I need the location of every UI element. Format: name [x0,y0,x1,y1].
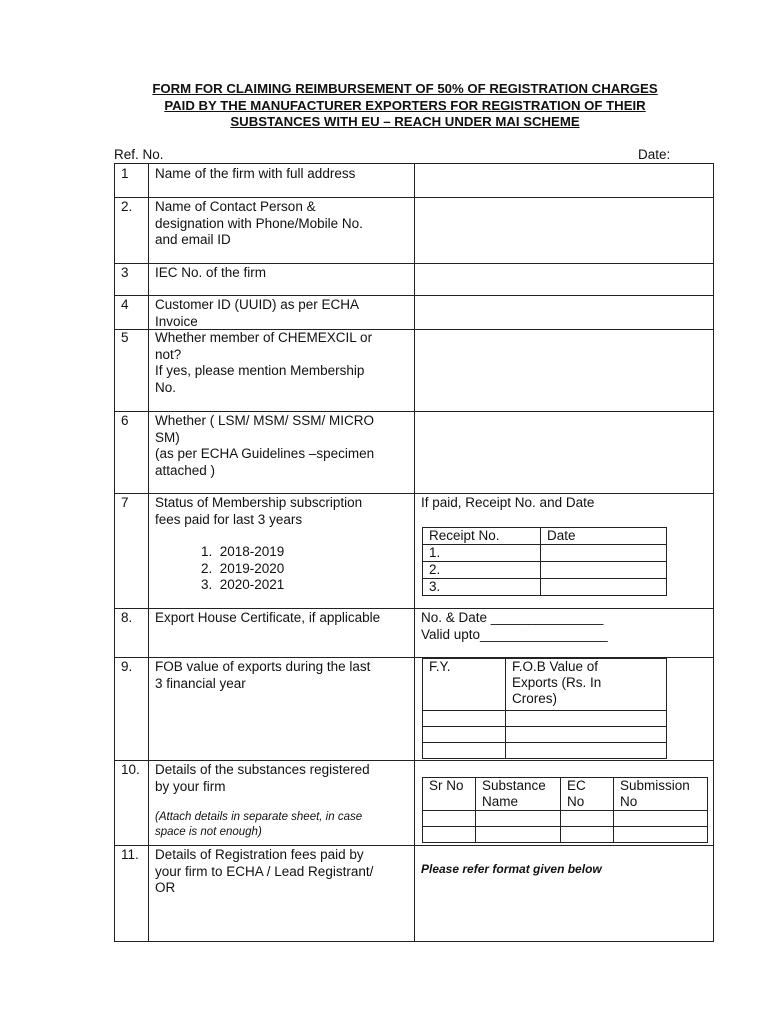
row-9-number: 9. [121,659,133,674]
row-10-note-line: (Attach details in separate sheet, in case [155,811,363,823]
date-label: Date: [638,147,671,162]
substance-cell[interactable] [561,827,614,843]
valid-upto-field: Valid upto_________________ [421,626,608,642]
year-item: 1. 2018-2019 [201,544,285,559]
row-divider [115,197,713,198]
substance-cell[interactable] [614,827,708,843]
row-2-label-line: designation with Phone/Mobile No. [155,215,363,231]
year-item: 3. 2020-2021 [201,577,285,592]
row-4-label [155,297,410,330]
row-3-label: IEC No. of the firm [155,265,267,280]
receipt-prompt: If paid, Receipt No. and Date [421,495,595,510]
sr-no-header: Sr No [423,778,476,811]
receipt-no-header: Receipt No. [423,528,541,545]
receipt-row-label: 2. [423,562,541,579]
title-line-3: SUBSTANCES WITH EU – REACH UNDER MAI SCHEME [230,114,580,129]
title-line-1: FORM FOR CLAIMING REIMBURSEMENT OF 50% OF REGISTRATION CHARGES [152,81,658,96]
receipt-table [422,527,667,596]
row-divider [414,329,713,330]
row-2-label-line: and email ID [155,232,231,247]
form-title [100,81,710,131]
submission-header-line: Submission [620,778,690,793]
row-10-note [155,810,410,840]
row-5-label-line: not? [155,346,182,362]
form-table [114,163,714,942]
submission-header-line: No [620,794,638,809]
row-5-label-line: If yes, please mention Membership [155,363,365,378]
fy-header: F.Y. [423,659,506,711]
no-date-field: No. & Date _______________ [421,610,604,625]
row-5-label-line: Whether member of CHEMEXCIL or [155,330,373,345]
row-7-label-line: Status of Membership subscription [155,495,363,510]
fob-table [422,658,667,759]
row-7-label [155,495,410,528]
row-4-label-line: Customer ID (UUID) as per ECHA [155,297,360,312]
row-7-label-line: fees paid for last 3 years [155,511,303,527]
row-6-label-line: attached ) [155,462,216,478]
row-5-label [155,330,410,396]
substance-header-line: Substance [482,778,546,793]
ref-no-label: Ref. No. [114,147,164,162]
row-9-label-line: 3 financial year [155,675,246,691]
row-divider [115,493,713,494]
row-9-label [155,659,410,692]
row-11-label-line: OR [155,880,176,895]
ec-header-line: No [567,794,585,809]
row-divider [115,608,713,609]
num-column-divider [148,164,149,941]
receipt-date-cell[interactable] [541,545,667,562]
row-4-label-line: Invoice [155,313,198,329]
fy-cell[interactable] [423,711,506,727]
row-10-number: 10. [121,762,140,777]
row-5-label-line: No. [155,379,177,395]
row-1-number: 1 [121,166,129,181]
fob-value-header [506,659,667,711]
value-column-divider [414,164,415,941]
receipt-date-header: Date [541,528,667,545]
substance-cell[interactable] [561,811,614,827]
fy-cell[interactable] [423,727,506,743]
row-3-number: 3 [121,265,129,280]
receipt-date-cell[interactable] [541,579,667,596]
year-item: 2. 2019-2020 [201,560,285,576]
row-10-label [155,762,410,795]
row-5-number: 5 [121,330,129,345]
row-6-number: 6 [121,413,129,428]
row-divider [115,263,713,264]
substance-cell[interactable] [476,811,561,827]
year-list [201,544,284,594]
row-1-label: Name of the firm with full address [155,166,356,181]
row-11-number: 11. [121,847,139,862]
substance-header-line: Name [482,794,519,809]
fob-cell[interactable] [506,727,667,743]
fob-header-line: Crores) [512,691,558,706]
row-2-label [155,199,410,249]
row-11-label-line: your firm to ECHA / Lead Registrant/ [155,863,374,879]
substance-cell[interactable] [423,811,476,827]
substance-cell[interactable] [423,827,476,843]
fob-cell[interactable] [506,711,667,727]
submission-no-header [614,778,708,811]
row-9-label-line: FOB value of exports during the last [155,659,371,674]
substances-table [422,777,708,843]
row-8-number: 8. [121,610,133,625]
row-divider [115,411,713,412]
receipt-date-cell[interactable] [541,562,667,579]
row-10-note-line: space is not enough) [155,826,262,838]
row-10-label-line: by your firm [155,778,226,794]
row-8-label: Export House Certificate, if applicable [155,610,381,625]
row-divider [115,295,713,296]
row-11-note: Please refer format given below [421,862,602,876]
row-11-label [155,847,410,897]
row-10-label-line: Details of the substances registered [155,762,370,777]
row-6-label-line: SM) [155,429,180,445]
ec-no-header [561,778,614,811]
receipt-row-label: 3. [423,579,541,596]
substance-cell[interactable] [614,811,708,827]
row-6-label-line: (as per ECHA Guidelines –specimen [155,446,375,461]
substance-cell[interactable] [476,827,561,843]
row-6-label [155,413,410,479]
row-4-number: 4 [121,297,129,312]
fob-header-line: F.O.B Value of [512,659,599,674]
title-line-2: PAID BY THE MANUFACTURER EXPORTERS FOR REGISTRATION OF THEIR [164,97,646,113]
ec-header-line: EC [567,778,586,793]
row-2-label-line: Name of Contact Person & [155,199,316,214]
receipt-row-label: 1. [423,545,541,562]
row-7-number: 7 [121,495,129,510]
substance-name-header [476,778,561,811]
row-11-label-line: Details of Registration fees paid by [155,847,364,862]
row-divider [115,845,713,846]
row-2-number: 2. [121,199,133,214]
row-6-label-line: Whether ( LSM/ MSM/ SSM/ MICRO [155,413,375,428]
fy-cell[interactable] [423,743,506,759]
fob-cell[interactable] [506,743,667,759]
export-house-fields [421,610,608,643]
row-divider [115,760,713,761]
fob-header-line: Exports (Rs. In [512,675,602,690]
